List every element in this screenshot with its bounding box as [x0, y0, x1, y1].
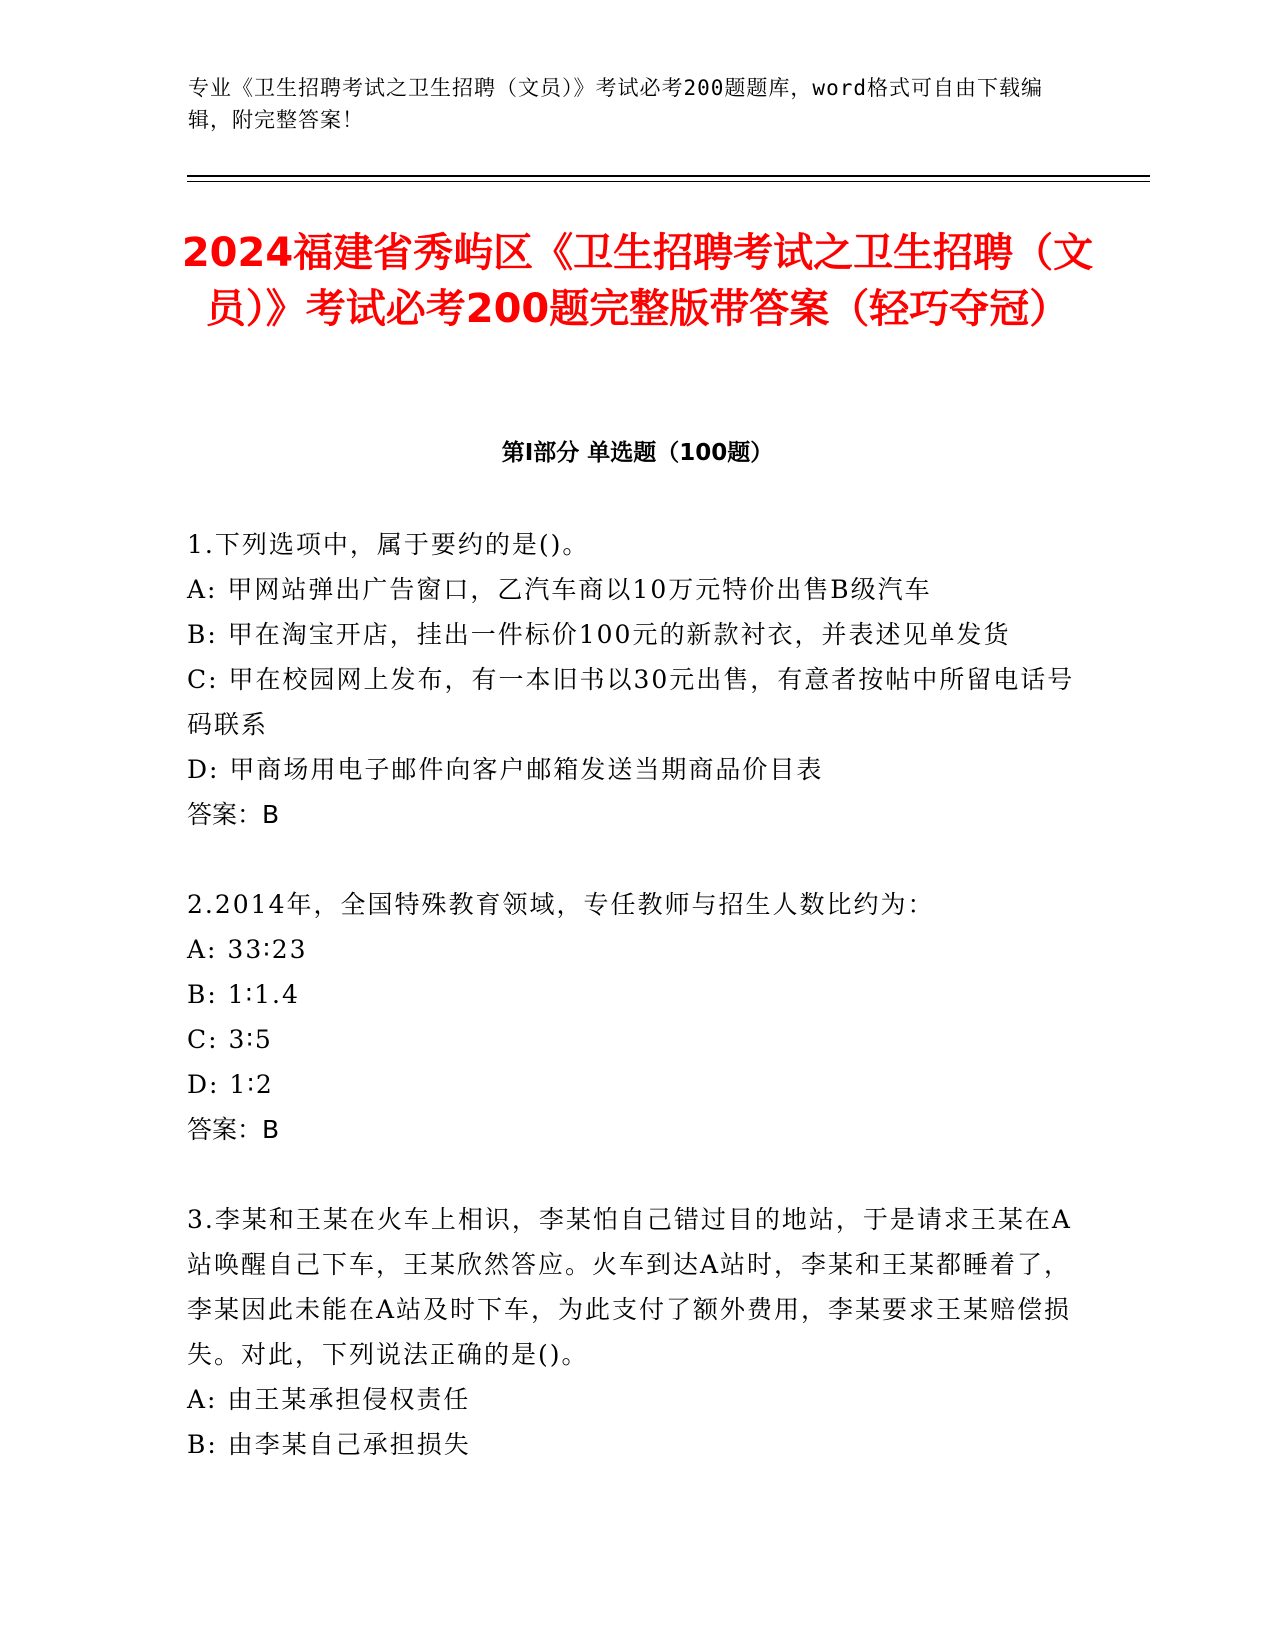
section-title: 第I部分 单选题（100题）	[501, 440, 774, 466]
question-3	[187, 1197, 1087, 1467]
question-2	[187, 882, 1087, 1152]
answer-line: 答案：B	[187, 800, 280, 829]
option-a: A: 甲网站弹出广告窗口，乙汽车商以10万元特价出售B级汽车	[187, 575, 932, 604]
question-stem: 1.下列选项中，属于要约的是()。	[187, 530, 590, 559]
document-title: 2024福建省秀屿区《卫生招聘考试之卫生招聘（文员）》考试必考200题完整版带答案（轻巧夺冠）	[181, 230, 1094, 332]
option-a: A: 由王某承担侵权责任	[187, 1385, 471, 1414]
option-b: B: 由李某自己承担损失	[187, 1430, 471, 1459]
option-d: D: 1∶2	[187, 1070, 274, 1099]
question-stem: 2.2014年，全国特殊教育领域，专任教师与招生人数比约为：	[187, 890, 935, 919]
option-b: B: 1∶1.4	[187, 980, 300, 1009]
header-rule-thick	[187, 175, 1150, 177]
question-1	[187, 522, 1087, 837]
question-stem: 3.李某和王某在火车上相识，李某怕自己错过目的地站，于是请求王某在A站唤醒自己下车，王某欣然答应。火车到达A站时，李某和王某都睡着了，李某因此未能在A站及时下车，为此支付了额外费用，李某要求王某赔偿损失。对此，下列说法正确的是()。	[187, 1205, 1072, 1369]
answer-line: 答案：B	[187, 1115, 280, 1144]
question-list	[187, 522, 1087, 1512]
option-c: C: 3∶5	[187, 1025, 273, 1054]
option-c: C: 甲在校园网上发布，有一本旧书以30元出售，有意者按帖中所留电话号码联系	[187, 665, 1075, 739]
header-note: 专业《卫生招聘考试之卫生招聘（文员）》考试必考200题题库，word格式可自由下载编辑，附完整答案！	[188, 76, 1043, 132]
option-d: D: 甲商场用电子邮件向客户邮箱发送当期商品价目表	[187, 755, 824, 784]
option-a: A: 33∶23	[187, 935, 308, 964]
header-rule-thin	[187, 181, 1150, 182]
option-b: B: 甲在淘宝开店，挂出一件标价100元的新款衬衣，并表述见单发货	[187, 620, 1011, 649]
